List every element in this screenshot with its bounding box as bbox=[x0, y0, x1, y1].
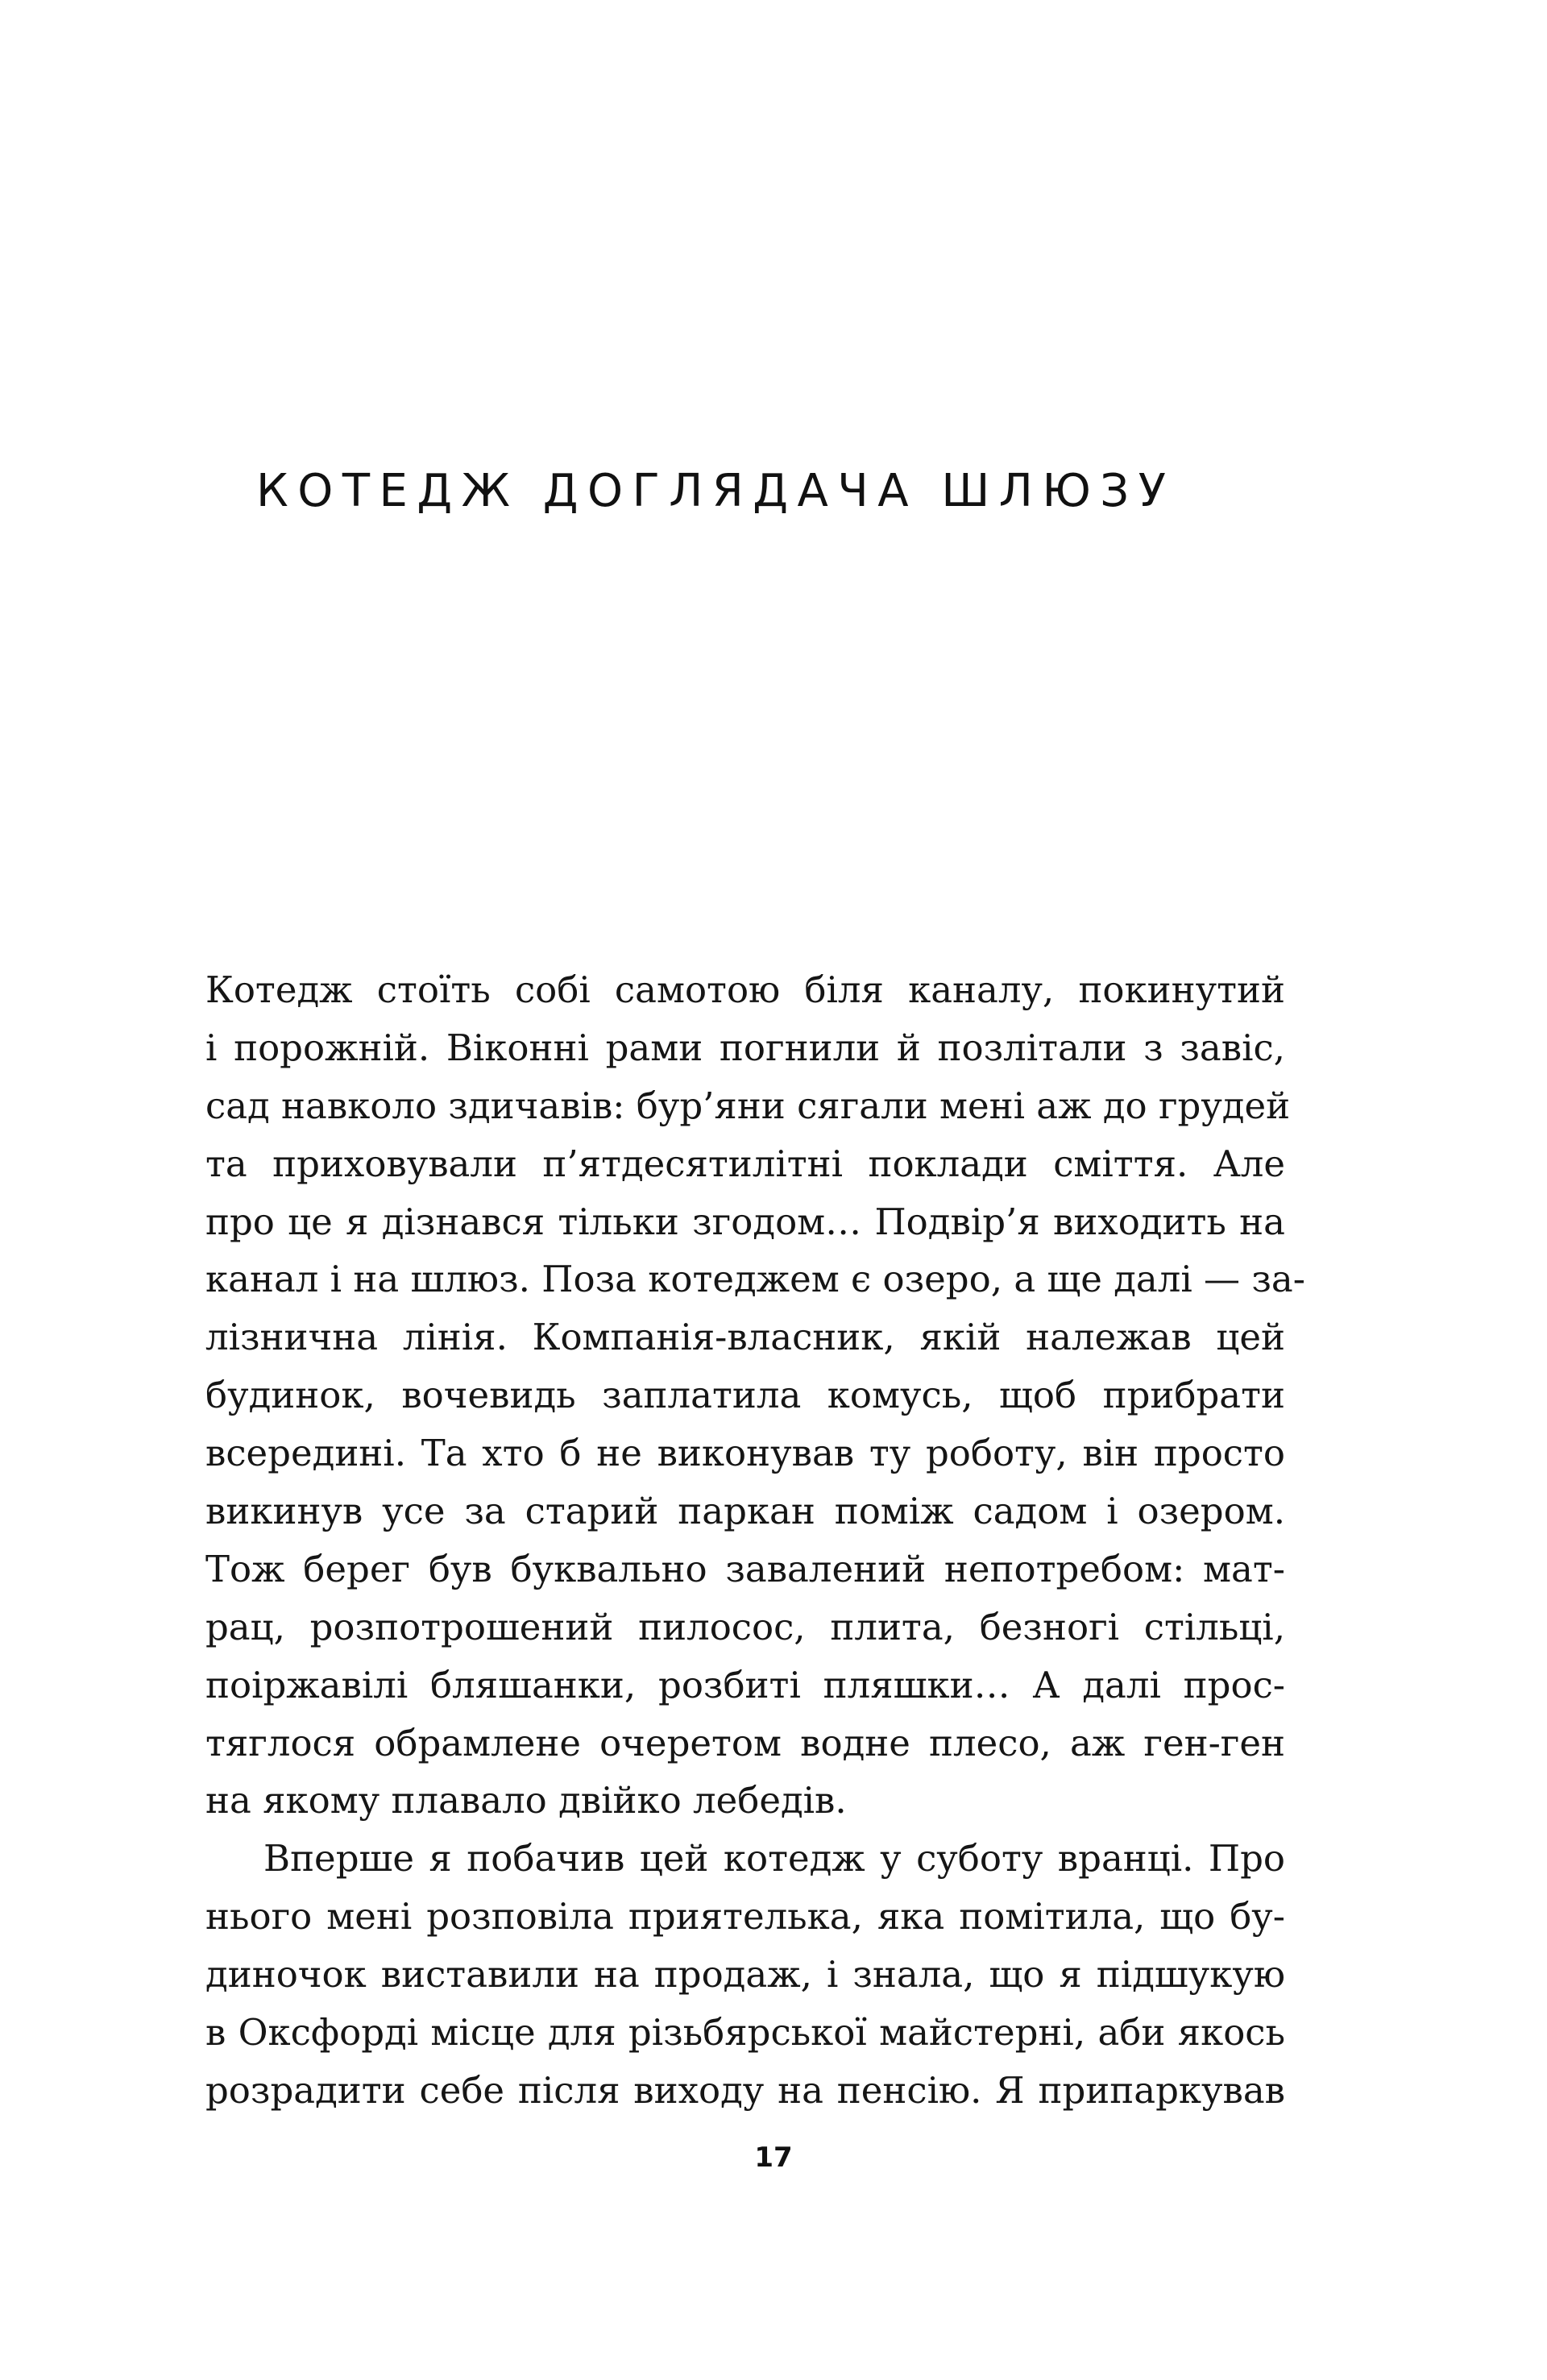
text-line: рац, розпотрошений пилосос, плита, безногі стільці, bbox=[205, 1605, 1285, 1648]
text-line: будинок, вочевидь заплатила комусь, щоб прибрати bbox=[205, 1374, 1285, 1417]
text-line: канал і на шлюз. Поза котеджем є озеро, а ще далі — за- bbox=[205, 1258, 1305, 1301]
chapter-title: КОТЕДЖ ДОГЛЯДАЧА ШЛЮЗУ bbox=[256, 465, 1176, 517]
text-line: на якому плавало двійко лебедів. bbox=[205, 1779, 847, 1822]
text-line: в Оксфорді місце для різьбярської майстерні, аби якось bbox=[205, 2011, 1285, 2055]
text-line: поіржавілі бляшанки, розбиті пляшки… А далі прос- bbox=[205, 1663, 1285, 1706]
text-line: лізнична лінія. Компанія-власник, якій належав цей bbox=[205, 1316, 1285, 1359]
text-line: Вперше я побачив цей котедж у суботу вранці. Про bbox=[263, 1837, 1285, 1880]
text-line: диночок виставили на продаж, і знала, що я підшукую bbox=[205, 1953, 1285, 1996]
text-line: про це я дізнався тільки згодом… Подвір’я виходить на bbox=[205, 1200, 1285, 1243]
text-line: розрадити себе після виходу на пенсію. Я припаркував bbox=[205, 2068, 1285, 2112]
text-line: та приховували п’ятдесятилітні поклади сміття. Але bbox=[205, 1142, 1285, 1185]
paragraph-2 bbox=[205, 1830, 1285, 2119]
text-line: тяглося обрамлене очеретом водне плесо, аж ген-ген bbox=[205, 1721, 1285, 1764]
text-line: і порожній. Віконні рами погнили й позлітали з завіс, bbox=[205, 1026, 1285, 1069]
text-line: нього мені розповіла приятелька, яка помітила, що бу- bbox=[205, 1895, 1285, 1938]
page-number: 17 bbox=[754, 2142, 793, 2174]
text-line: Тож берег був буквально завалений непотребом: мат- bbox=[205, 1547, 1285, 1590]
text-line: сад навколо здичавів: бур’яни сягали мені аж до грудей bbox=[205, 1084, 1291, 1127]
body-text bbox=[205, 961, 1305, 2120]
text-line: всередині. Та хто б не виконував ту роботу, він просто bbox=[205, 1432, 1285, 1475]
text-line: Котедж стоїть собі самотою біля каналу, покинутий bbox=[205, 968, 1285, 1011]
text-line: викинув усе за старий паркан поміж садом і озером. bbox=[205, 1490, 1285, 1533]
paragraph-1 bbox=[205, 961, 1305, 1830]
